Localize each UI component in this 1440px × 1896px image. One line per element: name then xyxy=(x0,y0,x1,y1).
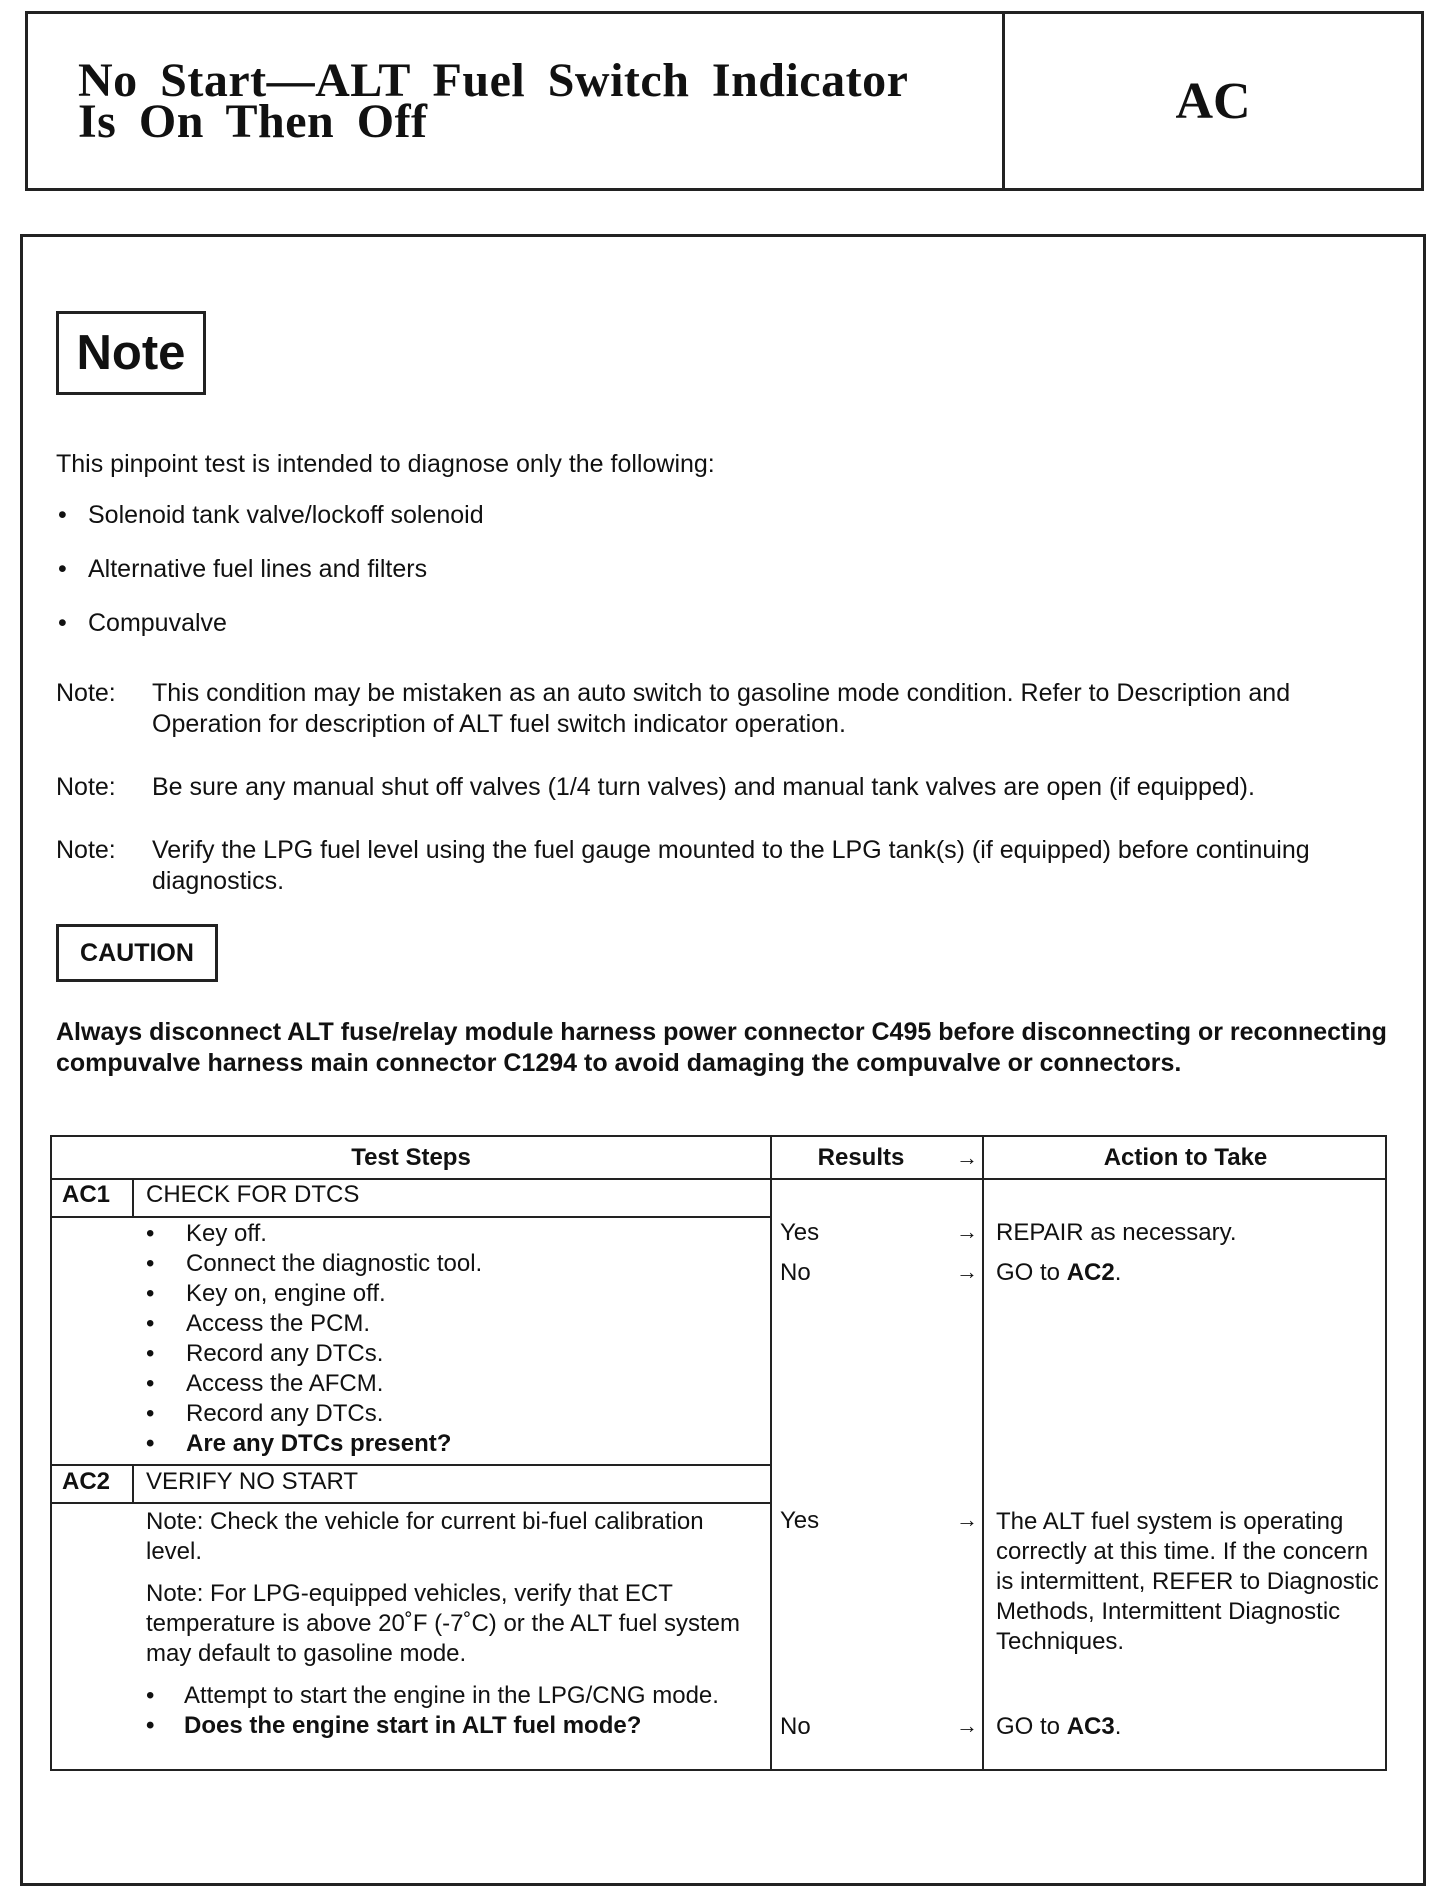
list-item: • Key off. xyxy=(146,1220,267,1247)
bullet-icon: • xyxy=(146,1682,155,1709)
step-title-ac1: CHECK FOR DTCS xyxy=(146,1181,360,1208)
step-title-ac2: VERIFY NO START xyxy=(146,1468,359,1495)
intro-text: This pinpoint test is intended to diagnose only the following: xyxy=(56,450,715,478)
step-note: Note: Check the vehicle for current bi-fuel calibration level. xyxy=(146,1508,704,1565)
step-list-ac2 xyxy=(146,1681,746,1741)
note-label: Note: xyxy=(56,679,116,707)
result-no: No xyxy=(780,1259,811,1286)
step-link-ac3[interactable]: AC3 xyxy=(1066,1713,1115,1740)
bullet-icon: • xyxy=(146,1712,155,1739)
list-item: • Record any DTCs. xyxy=(146,1400,384,1427)
list-item: • Access the PCM. xyxy=(146,1310,371,1337)
header-results: Results xyxy=(817,1144,905,1171)
id-divider xyxy=(132,1464,134,1502)
bullet-icon: • xyxy=(146,1310,155,1337)
id-divider xyxy=(132,1178,134,1216)
code-cell xyxy=(1005,14,1421,188)
step-link-ac2[interactable]: AC2 xyxy=(1066,1259,1115,1286)
bullet-icon: • xyxy=(146,1370,155,1397)
list-item: • Access the AFCM. xyxy=(146,1370,384,1397)
row-divider xyxy=(52,1216,770,1218)
caution-text: Always disconnect ALT fuse/relay module harness power connector C495 before disconnecting or reconnecting compuvalve harness main connector C1294 to avoid damaging the compuvalve or connectors. xyxy=(56,1018,1387,1077)
step-question: Does the engine start in ALT fuel mode? xyxy=(184,1712,642,1739)
header-action: Action to Take xyxy=(1103,1144,1268,1171)
bullet-icon: • xyxy=(146,1400,155,1427)
list-item: • Connect the diagnostic tool. xyxy=(146,1250,483,1277)
step-question: Are any DTCs present? xyxy=(186,1430,452,1457)
column-divider xyxy=(982,1137,984,1769)
step-id-ac2: AC2 xyxy=(62,1468,111,1495)
arrow-icon: → xyxy=(956,1259,978,1284)
header-arrow-icon: → xyxy=(956,1145,978,1170)
arrow-icon: → xyxy=(956,1219,978,1244)
main-panel xyxy=(20,234,1426,1886)
table-header xyxy=(52,1137,1385,1180)
test-code: AC xyxy=(1175,72,1251,130)
arrow-icon: → xyxy=(956,1713,978,1738)
list-item: • Compuvalve xyxy=(56,609,484,663)
step-list-ac1 xyxy=(146,1219,756,1459)
bullet-icon: • xyxy=(146,1220,155,1247)
action-text: REPAIR as necessary. xyxy=(996,1219,1237,1246)
step-id-ac1: AC1 xyxy=(62,1181,111,1208)
bullet-icon: • xyxy=(58,501,67,529)
bullet-icon: • xyxy=(58,609,67,637)
note-row xyxy=(56,772,1396,803)
title-line-2: Is On Then Off xyxy=(78,95,428,148)
row-divider xyxy=(52,1464,770,1466)
page-title xyxy=(78,54,1002,148)
note-text: This condition may be mistaken as an auto switch to gasoline mode condition. Refer to Description and Operation for description of ALT fuel switch indicator operation. xyxy=(152,679,1291,738)
arrow-icon: → xyxy=(956,1507,978,1532)
result-yes: Yes xyxy=(780,1507,820,1534)
bullet-icon: • xyxy=(146,1340,155,1367)
list-item: • Key on, engine off. xyxy=(146,1280,386,1307)
page-header xyxy=(25,11,1424,191)
bullet-icon: • xyxy=(146,1250,155,1277)
action-text: GO to AC2. xyxy=(996,1259,1122,1286)
list-item xyxy=(146,1429,756,1459)
action-text: The ALT fuel system is operating correctly at this time. If the concern is intermittent, REFER to Diagnostic Methods, Intermittent Diagnostic Techniques. xyxy=(996,1508,1379,1655)
note-label: Note: xyxy=(56,773,116,801)
scope-list xyxy=(56,501,484,663)
test-table xyxy=(50,1135,1387,1771)
bullet-icon: • xyxy=(58,555,67,583)
list-item: • Solenoid tank valve/lockoff solenoid xyxy=(56,501,484,555)
action-text: GO to AC3. xyxy=(996,1713,1122,1740)
row-divider xyxy=(52,1502,770,1504)
list-item xyxy=(146,1711,746,1741)
note-row xyxy=(56,835,1396,897)
caution-heading: CAUTION xyxy=(56,924,218,982)
bullet-icon: • xyxy=(146,1280,155,1307)
note-text: Verify the LPG fuel level using the fuel gauge mounted to the LPG tank(s) (if equipped) before continuing diagnostics. xyxy=(152,836,1310,895)
list-item: • Record any DTCs. xyxy=(146,1340,384,1367)
list-item: • Alternative fuel lines and filters xyxy=(56,555,484,609)
result-no: No xyxy=(780,1713,811,1740)
title-cell xyxy=(28,14,1005,188)
list-item: • Attempt to start the engine in the LPG/CNG mode. xyxy=(146,1682,719,1709)
notes xyxy=(56,678,1396,929)
title-line-1: No Start—ALT Fuel Switch Indicator xyxy=(78,54,909,107)
result-yes: Yes xyxy=(780,1219,820,1246)
note-row xyxy=(56,678,1396,740)
step-note: Note: For LPG-equipped vehicles, verify that ECT temperature is above 20˚F (-7˚C) or the ALT fuel system may default to gasoline mode. xyxy=(146,1580,741,1667)
column-divider xyxy=(770,1137,772,1769)
note-label: Note: xyxy=(56,836,116,864)
note-text: Be sure any manual shut off valves (1/4 turn valves) and manual tank valves are open (if equipped). xyxy=(152,773,1255,801)
note-heading: Note xyxy=(56,311,206,395)
bullet-icon: • xyxy=(146,1430,155,1457)
header-test-steps: Test Steps xyxy=(351,1144,471,1171)
